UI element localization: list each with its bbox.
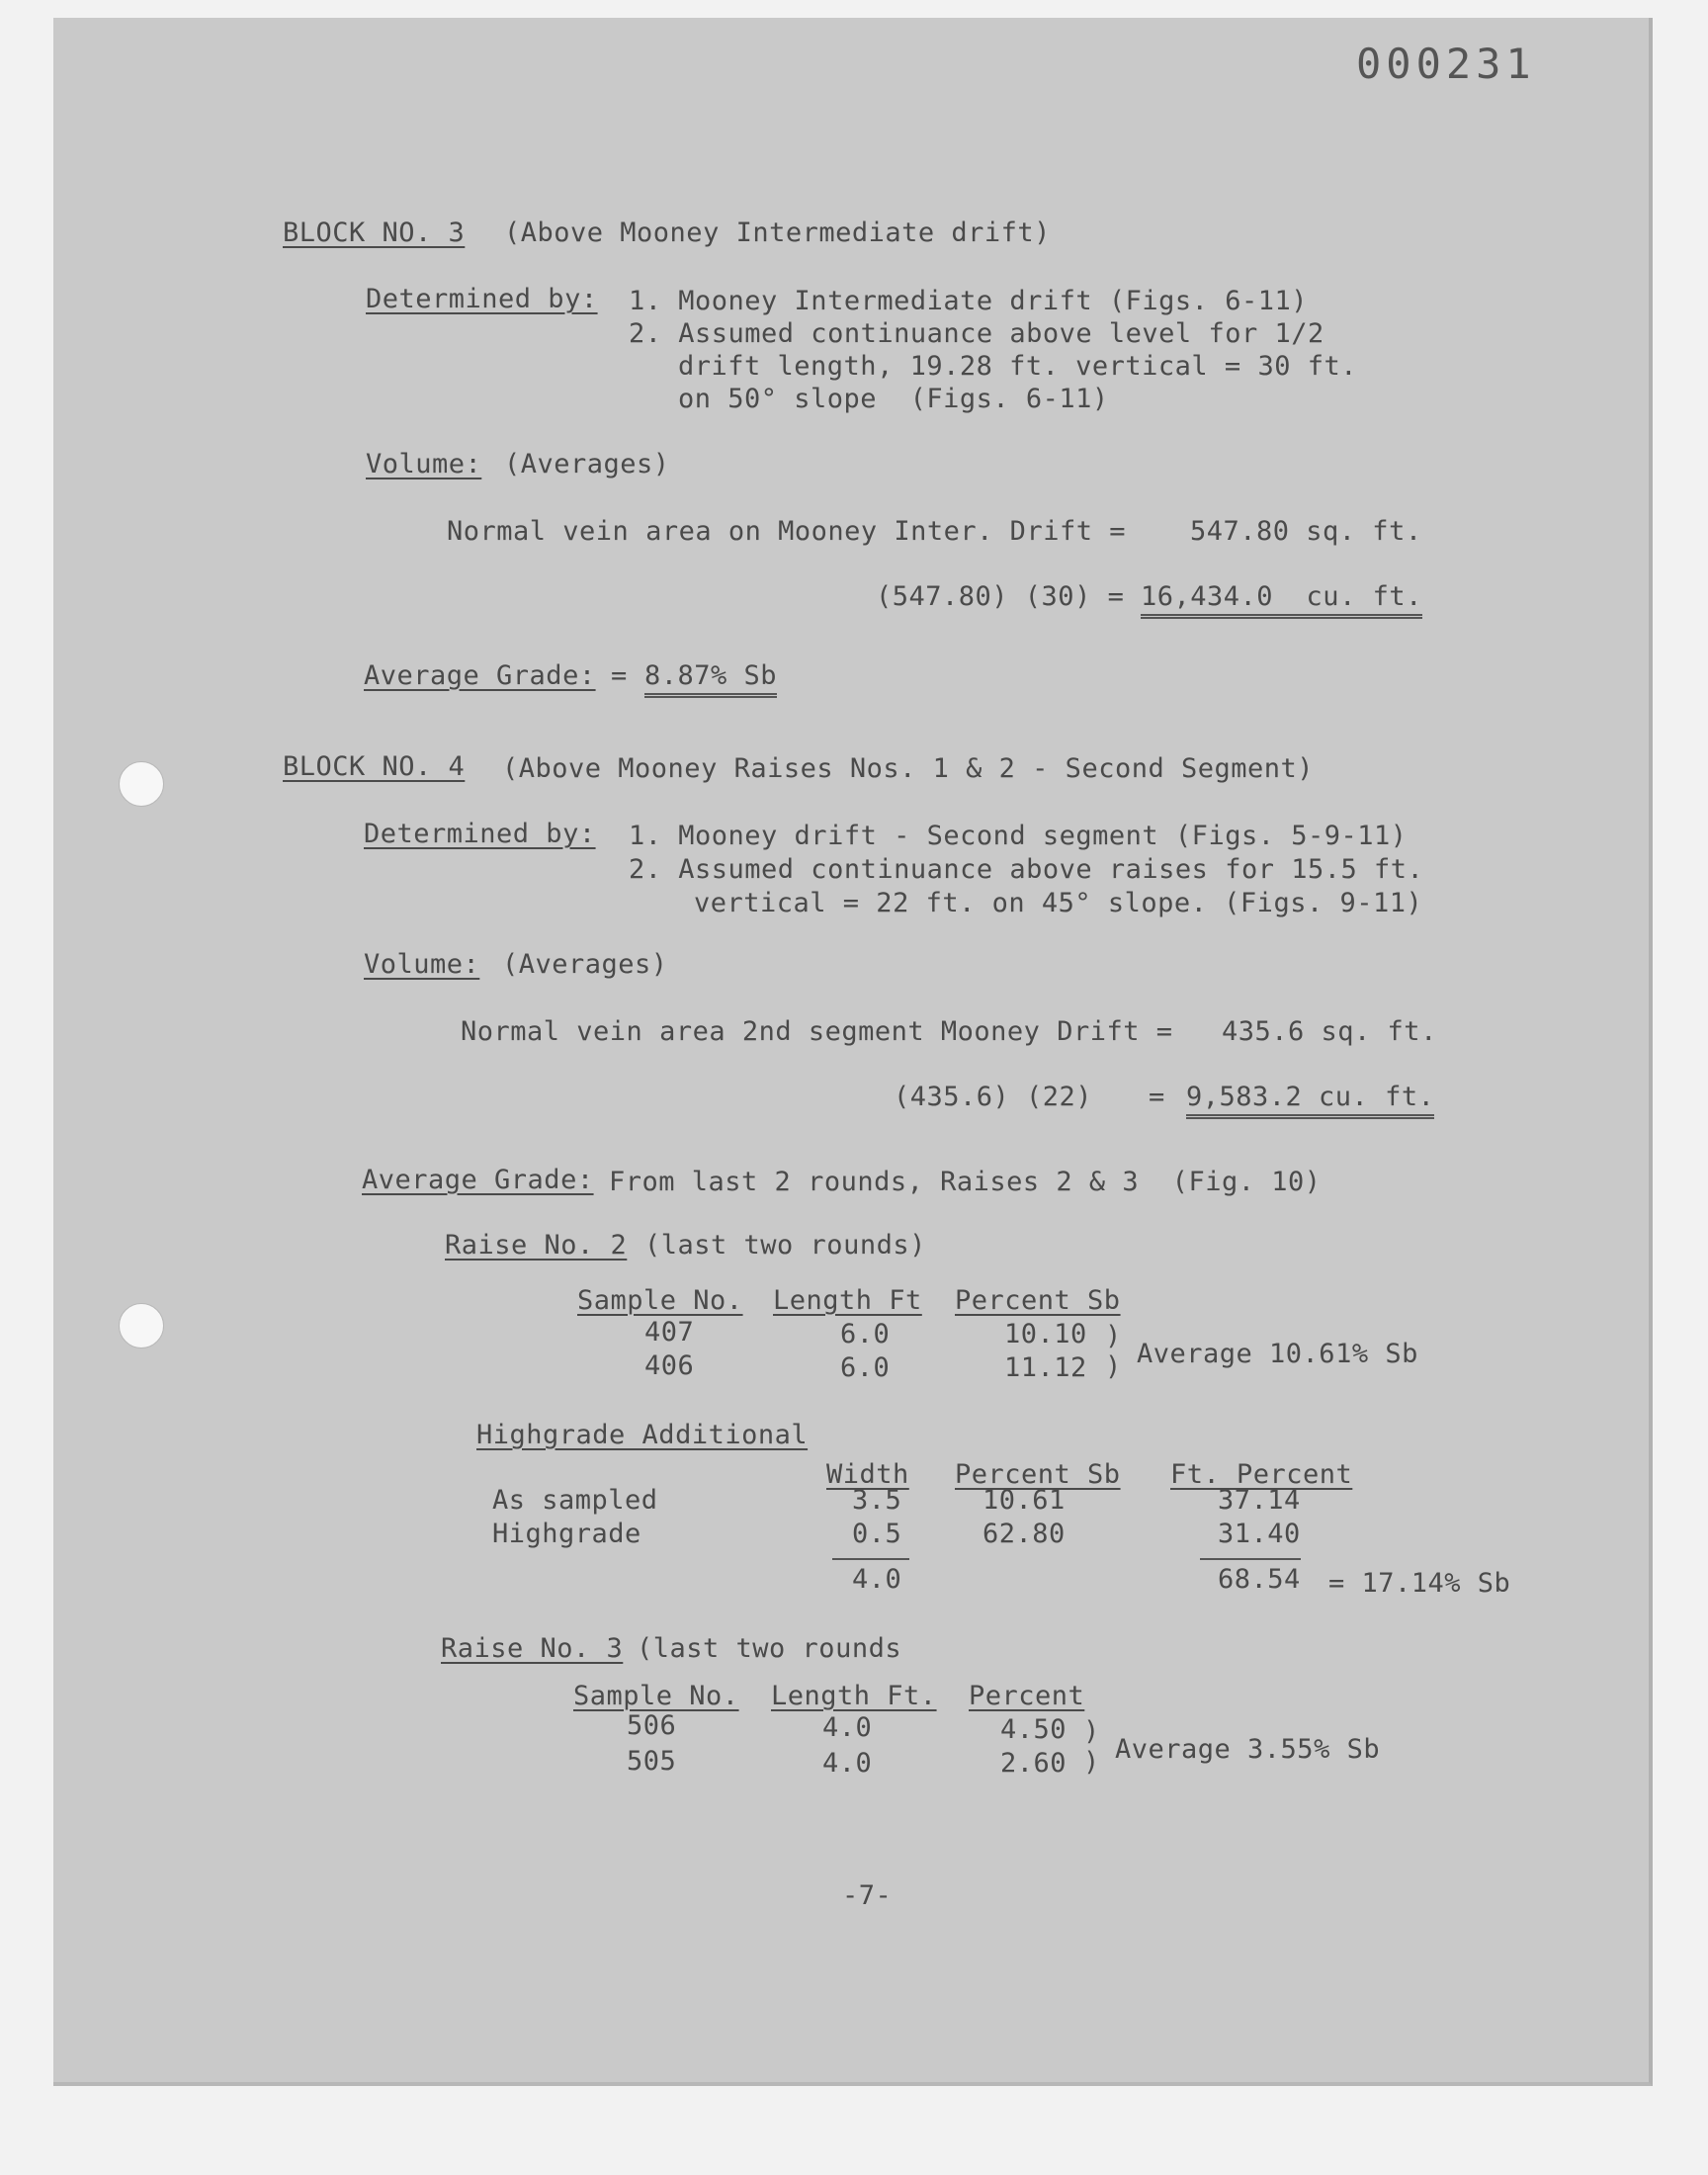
block3-calc-left: (547.80) (30) = [876,581,1125,612]
block4-grade-text: From last 2 rounds, Raises 2 & 3 (Fig. 10) [609,1167,1322,1197]
block3-normal-area-text: Normal vein area on Mooney Inter. Drift = [447,516,1126,547]
block3-normal-area-value: 547.80 sq. ft. [1190,516,1422,547]
block3-determined-label: Determined by: [366,284,598,314]
raise3-suffix: (last two rounds [637,1633,902,1664]
highgrade-header-percent: Percent Sb [955,1459,1121,1490]
highgrade-row1-percent: 10.61 [982,1485,1066,1516]
raise2-header-length: Length Ft [773,1285,922,1316]
block4-calc-left: (435.6) (22) [894,1082,1093,1112]
block4-normal-area-value: 435.6 sq. ft. [1222,1016,1437,1047]
block3-determined-line-4: on 50° slope (Figs. 6-11) [678,384,1109,414]
block4-determined-line-3: vertical = 22 ft. on 45° slope. (Figs. 9-11) [694,888,1423,918]
block3-heading: BLOCK NO. 3 [283,218,466,248]
punch-hole [119,1303,164,1348]
raise3-row2-length: 4.0 [822,1748,873,1779]
highgrade-row2-ft-percent: 31.40 [1218,1519,1301,1549]
raise3-row1-sample: 506 [627,1710,677,1741]
highgrade-row2-label: Highgrade [492,1519,641,1549]
raise2-row2-percent: 11.12 [1004,1352,1087,1383]
highgrade-row1-ft-percent: 37.14 [1218,1485,1301,1516]
block4-grade-label: Average Grade: [362,1165,594,1195]
raise2-header-percent: Percent Sb [955,1285,1121,1316]
raise3-header-sample: Sample No. [573,1681,739,1711]
highgrade-title: Highgrade Additional [476,1420,809,1450]
punch-hole [119,761,164,807]
highgrade-width-sum-rule [832,1558,909,1560]
highgrade-row2-width: 0.5 [852,1519,902,1549]
highgrade-total-width: 4.0 [852,1564,902,1595]
page-number: -7- [842,1880,893,1911]
highgrade-header-ft-percent: Ft. Percent [1170,1459,1353,1490]
document-stamp-number: 000231 [1356,40,1536,88]
block4-volume-label: Volume: [364,949,480,980]
block3-calc-result: 16,434.0 cu. ft. [1141,583,1422,619]
highgrade-total-ft-percent: 68.54 [1218,1564,1301,1595]
raise2-row2-length: 6.0 [840,1352,891,1383]
block3-determined-line-1: 1. Mooney Intermediate drift (Figs. 6-11) [629,286,1308,316]
block4-determined-line-1: 1. Mooney drift - Second segment (Figs. 5-9-11) [629,821,1408,851]
raise2-row1-sample: 407 [644,1317,695,1348]
block4-determined-label: Determined by: [364,819,596,849]
raise2-row2-sample: 406 [644,1350,695,1381]
block4-calc-eq: = [1149,1082,1165,1112]
block3-subtitle: (Above Mooney Intermediate drift) [504,218,1051,248]
block4-calc-result: 9,583.2 cu. ft. [1186,1084,1434,1119]
highgrade-row1-label: As sampled [492,1485,658,1516]
block4-normal-area-text: Normal vein area 2nd segment Mooney Drift = [461,1016,1173,1047]
raise3-row2-percent: 2.60 [1000,1748,1068,1779]
block3-determined-line-3: drift length, 19.28 ft. vertical = 30 ft. [678,351,1357,382]
raise3-header-length: Length Ft. [771,1681,937,1711]
block3-grade-label: Average Grade: [364,660,596,691]
raise2-average: Average 10.61% Sb [1137,1339,1418,1369]
block4-subtitle: (Above Mooney Raises Nos. 1 & 2 - Second Segment) [502,753,1315,784]
highgrade-ft-sum-rule [1200,1558,1301,1560]
raise2-row1-percent: 10.10 [1004,1319,1087,1349]
block3-determined-line-2: 2. Assumed continuance above level for 1/2 [629,318,1324,349]
highgrade-row1-width: 3.5 [852,1485,902,1516]
raise2-row1-length: 6.0 [840,1319,891,1349]
block4-determined-line-2: 2. Assumed continuance above raises for 15.5 ft. [629,854,1424,885]
highgrade-header-width: Width [826,1459,909,1490]
raise2-suffix: (last two rounds) [644,1230,926,1261]
block3-grade-eq: = [611,660,628,691]
highgrade-row2-percent: 62.80 [982,1519,1066,1549]
raise3-header-percent: Percent [969,1681,1085,1711]
block4-heading: BLOCK NO. 4 [283,751,466,782]
block4-volume-suffix: (Averages) [502,949,668,980]
block3-volume-suffix: (Averages) [504,449,670,479]
raise2-bracket: ) ) [1105,1321,1122,1382]
raise3-average: Average 3.55% Sb [1115,1734,1381,1765]
block3-grade-value: 8.87% Sb [644,662,777,698]
highgrade-result: = 17.14% Sb [1328,1568,1511,1599]
block3-volume-label: Volume: [366,449,482,479]
raise3-row1-percent: 4.50 [1000,1714,1068,1745]
raise2-header-sample: Sample No. [577,1285,743,1316]
raise3-bracket: ) ) [1083,1716,1100,1778]
raise2-label: Raise No. 2 [445,1230,628,1261]
raise3-row1-length: 4.0 [822,1712,873,1743]
raise3-row2-sample: 505 [627,1746,677,1777]
raise3-label: Raise No. 3 [441,1633,624,1664]
